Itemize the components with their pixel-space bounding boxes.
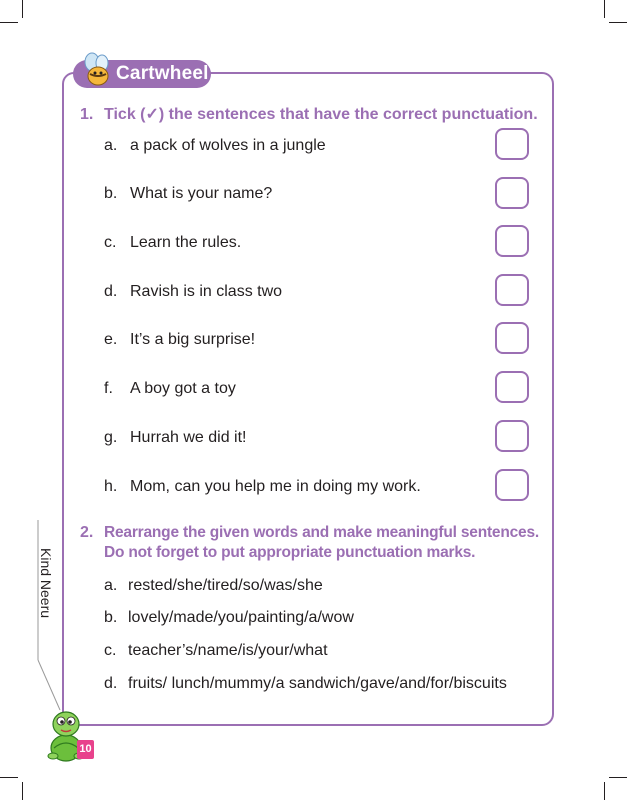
item-text: It’s a big surprise! (130, 331, 256, 348)
sidebar-book-title: Kind Neeru (38, 548, 54, 619)
question-1-instruction: Tick (✓) the sentences that have the correct punctuation. (104, 106, 538, 123)
item-text: lovely/made/you/painting/a/wow (128, 609, 354, 626)
item-letter: h. (104, 478, 118, 495)
sidebar-line (30, 520, 70, 720)
crop-mark (604, 782, 605, 800)
item-letter: d. (104, 675, 118, 692)
crop-mark (0, 22, 18, 23)
bee-mascot-icon (78, 52, 118, 88)
item-letter: d. (104, 283, 118, 300)
item-letter: c. (104, 234, 117, 251)
item-letter: b. (104, 185, 118, 202)
item-letter: b. (104, 609, 118, 626)
tick-box-h[interactable] (495, 469, 529, 501)
q1-item-b (104, 184, 272, 204)
q2-item-a (104, 576, 323, 596)
item-text: Learn the rules. (130, 234, 242, 251)
item-text: Mom, can you help me in doing my work. (130, 478, 421, 495)
question-2-number: 2. (80, 524, 94, 541)
tick-box-b[interactable] (495, 177, 529, 209)
q1-item-e (104, 330, 255, 350)
tick-box-a[interactable] (495, 128, 529, 160)
item-text: a pack of wolves in a jungle (130, 137, 326, 154)
item-text: What is your name? (130, 185, 273, 202)
tick-box-g[interactable] (495, 420, 529, 452)
item-text: rested/she/tired/so/was/she (128, 577, 323, 594)
crop-mark (609, 777, 627, 778)
question-1-number: 1. (80, 106, 94, 123)
item-letter: a. (104, 577, 118, 594)
q1-item-d (104, 282, 282, 302)
item-text: teacher’s/name/is/your/what (128, 642, 328, 659)
item-letter: f. (104, 380, 113, 397)
item-text: Ravish is in class two (130, 283, 283, 300)
question-2-instruction-line2: Do not forget to put appropriate punctuation marks. (104, 544, 476, 561)
q1-item-a (104, 136, 326, 156)
tick-box-c[interactable] (495, 225, 529, 257)
item-letter: c. (104, 642, 117, 659)
q1-item-h (104, 477, 421, 497)
q2-item-d (104, 674, 507, 694)
crop-mark (0, 777, 18, 778)
page-number: 10 (77, 740, 94, 759)
crop-mark (22, 0, 23, 18)
q2-item-c (104, 641, 328, 661)
q1-item-f (104, 379, 236, 399)
q1-item-c (104, 233, 241, 253)
item-letter: a. (104, 137, 118, 154)
item-letter: e. (104, 331, 118, 348)
crop-mark (609, 22, 627, 23)
q2-item-b (104, 608, 354, 628)
tick-box-d[interactable] (495, 274, 529, 306)
crop-mark (22, 782, 23, 800)
tick-box-f[interactable] (495, 371, 529, 403)
question-2-instruction-line1: Rearrange the given words and make meaningful sentences. (104, 524, 539, 541)
item-text: Hurrah we did it! (130, 429, 247, 446)
item-letter: g. (104, 429, 118, 446)
crop-mark (604, 0, 605, 18)
item-text: A boy got a toy (130, 380, 236, 397)
section-title: Cartwheel (116, 63, 209, 84)
q1-item-g (104, 428, 247, 448)
tick-box-e[interactable] (495, 322, 529, 354)
item-text: fruits/ lunch/mummy/a sandwich/gave/and/for/biscuits (128, 675, 507, 692)
